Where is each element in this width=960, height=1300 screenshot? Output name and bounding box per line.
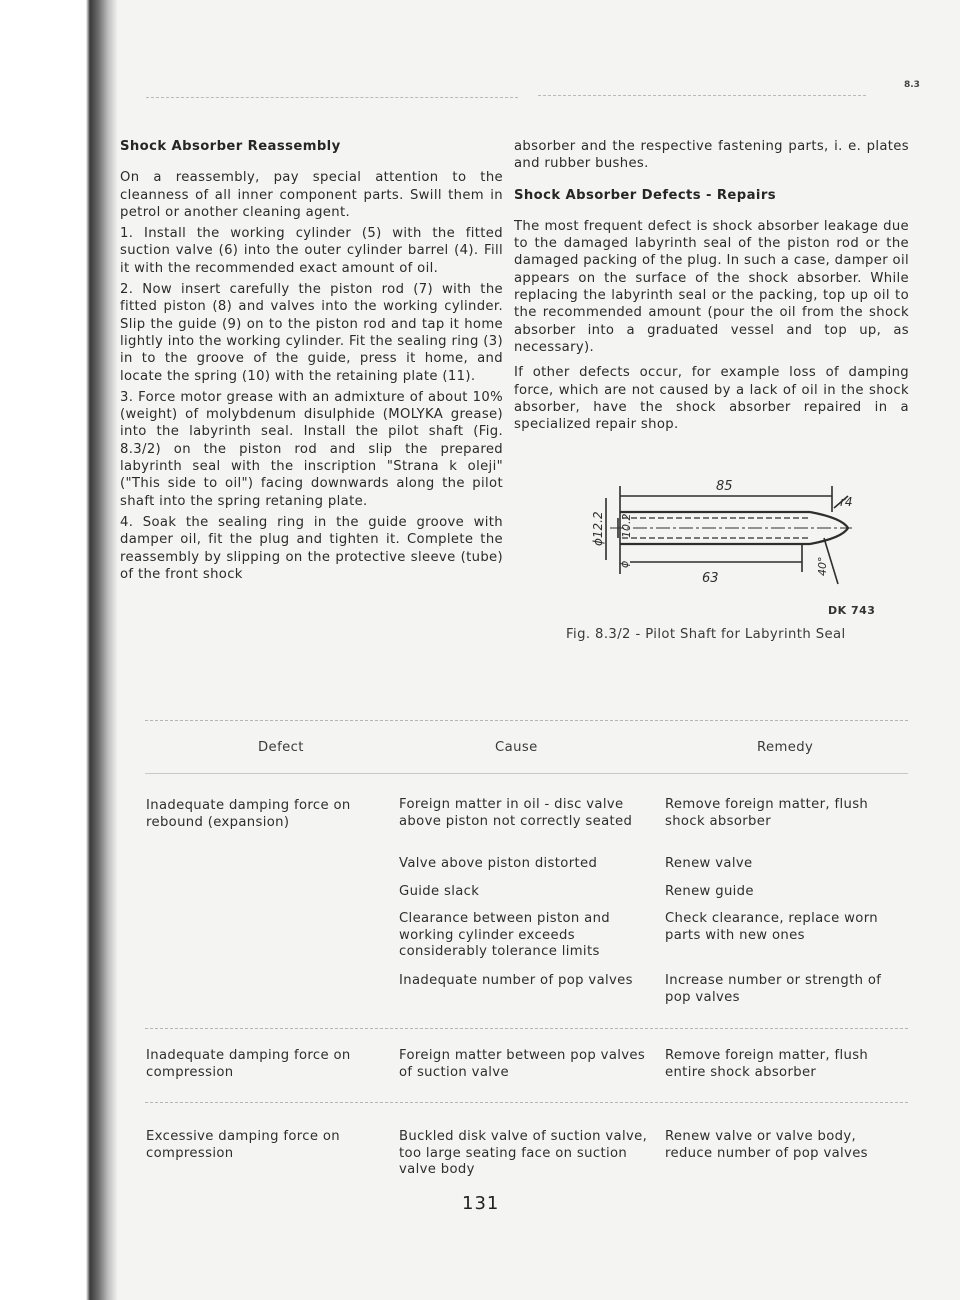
pilot-shaft-drawing (590, 478, 890, 588)
binding-edge (0, 0, 118, 1300)
column-header-defect: Defect (258, 740, 304, 755)
dimension-inner-diameter: 10.2 (620, 513, 633, 538)
left-column (120, 138, 503, 587)
cause-clearance: Clearance between piston and working cylinder exceeds considerably tolerance limits (399, 911, 611, 960)
header-rule-right (538, 95, 866, 96)
cause-foreign-matter-pop: Foreign matter between pop valves of suction valve (399, 1048, 646, 1080)
drawing-code: DK 743 (828, 604, 876, 617)
header-rule-left (146, 97, 518, 98)
defect-rebound: Inadequate damping force on rebound (expansion) (146, 798, 351, 830)
table-header-rule (145, 773, 908, 774)
right-column (514, 138, 909, 437)
remedy-flush-entire: Remove foreign matter, flush entire shock absorber (665, 1048, 869, 1080)
reassembly-heading: Shock Absorber Reassembly (120, 139, 341, 154)
reassembly-continued: absorber and the respective fastening parts, i. e. plates and rubber bushes. (514, 139, 909, 172)
remedy-pop-valves: Increase number or strength of pop valves (665, 973, 882, 1005)
cause-buckled-disk: Buckled disk valve of suction valve, too large seating face on suction valve body (399, 1129, 648, 1178)
table-rule-3 (145, 1102, 908, 1103)
table-rule-2 (145, 1028, 908, 1029)
defects-paragraph-2: If other defects occur, for example loss of damping force, which are not caused by a lack of oil in the shock absorber, have the shock absorber repaired in a specialized repair shop. (514, 365, 909, 433)
defects-heading: Shock Absorber Defects - Repairs (514, 187, 776, 203)
defect-compression-excessive: Excessive damping force on compression (146, 1129, 340, 1161)
dimension-bottom-diameter: ϕ (618, 560, 631, 568)
remedy-renew-valve: Renew valve (665, 856, 753, 871)
dimension-85: 85 (716, 479, 733, 494)
dimension-angle: 40° (816, 556, 829, 576)
cause-valve-distorted: Valve above piston distorted (399, 856, 598, 871)
section-number: 8.3 (904, 80, 920, 90)
remedy-flush: Remove foreign matter, flush shock absorber (665, 797, 869, 829)
reassembly-step-2: 2. Now insert carefully the piston rod (7) with the fitted piston (8) and valves into the working cylinder. Slip the guide (9) on to the piston rod and tap it home lightly into the working cylinder. Fit the sealing ring (3) in to the groove of the guide, press it home, and locate the spring (10) with the retaining plate (11). (120, 282, 503, 384)
cause-pop-valves: Inadequate number of pop valves (399, 973, 633, 988)
cause-guide-slack: Guide slack (399, 884, 480, 899)
remedy-check-clearance: Check clearance, replace worn parts with new ones (665, 911, 878, 943)
defects-paragraph-1: The most frequent defect is shock absorber leakage due to the damaged labyrinth seal of the piston rod or the damaged packing of the plug. In such a case, damper oil appears on the surface of the shock absorber. While replacing the labyrinth seal or the packing, top up oil to the recommended amount (pour the oil from the shock absorber into a graduated vessel and top up, as necessary). (514, 218, 909, 355)
remedy-renew-valve-body: Renew valve or valve body, reduce number of pop valves (665, 1129, 868, 1161)
column-header-remedy: Remedy (757, 740, 814, 755)
reassembly-step-3: 3. Force motor grease with an admixture of about 10% (weight) of molybdenum disulphide (MOLYKA grease) into the labyrinth seal. Install the pilot shaft (Fig. 8.3/2) on the piston rod and slip the prepared labyrinth seal with the inscription "Strana k oleji" ("This side to oil") facing downwards along the pilot shaft into the spring retaning plate. (120, 389, 503, 509)
reassembly-intro: On a reassembly, pay special attention to the cleanness of all inner component parts. Swill them in petrol or another cleaning agent. (120, 170, 503, 220)
reassembly-step-1: 1. Install the working cylinder (5) with the fitted suction valve (6) into the outer cylinder barrel (4). Fill it with the recommended exact amount of oil. (120, 226, 503, 276)
figure-caption: Fig. 8.3/2 - Pilot Shaft for Labyrinth Seal (566, 627, 846, 642)
remedy-renew-guide: Renew guide (665, 884, 754, 899)
reassembly-step-4: 4. Soak the sealing ring in the guide groove with damper oil, fit the plug and tighten it. Complete the reassembly by slipping on the protective sleeve (tube) of the front shock (120, 514, 503, 582)
dimension-63: 63 (702, 571, 719, 586)
page-number: 131 (462, 1193, 500, 1214)
cause-foreign-matter-disc: Foreign matter in oil - disc valve above piston not correctly seated (399, 797, 633, 829)
dimension-outer-diameter: ϕ12.2 (591, 511, 605, 546)
column-header-cause: Cause (495, 740, 538, 755)
table-top-rule (145, 720, 908, 721)
defect-compression-low: Inadequate damping force on compression (146, 1048, 351, 1080)
dimension-radius: r4 (840, 495, 853, 509)
